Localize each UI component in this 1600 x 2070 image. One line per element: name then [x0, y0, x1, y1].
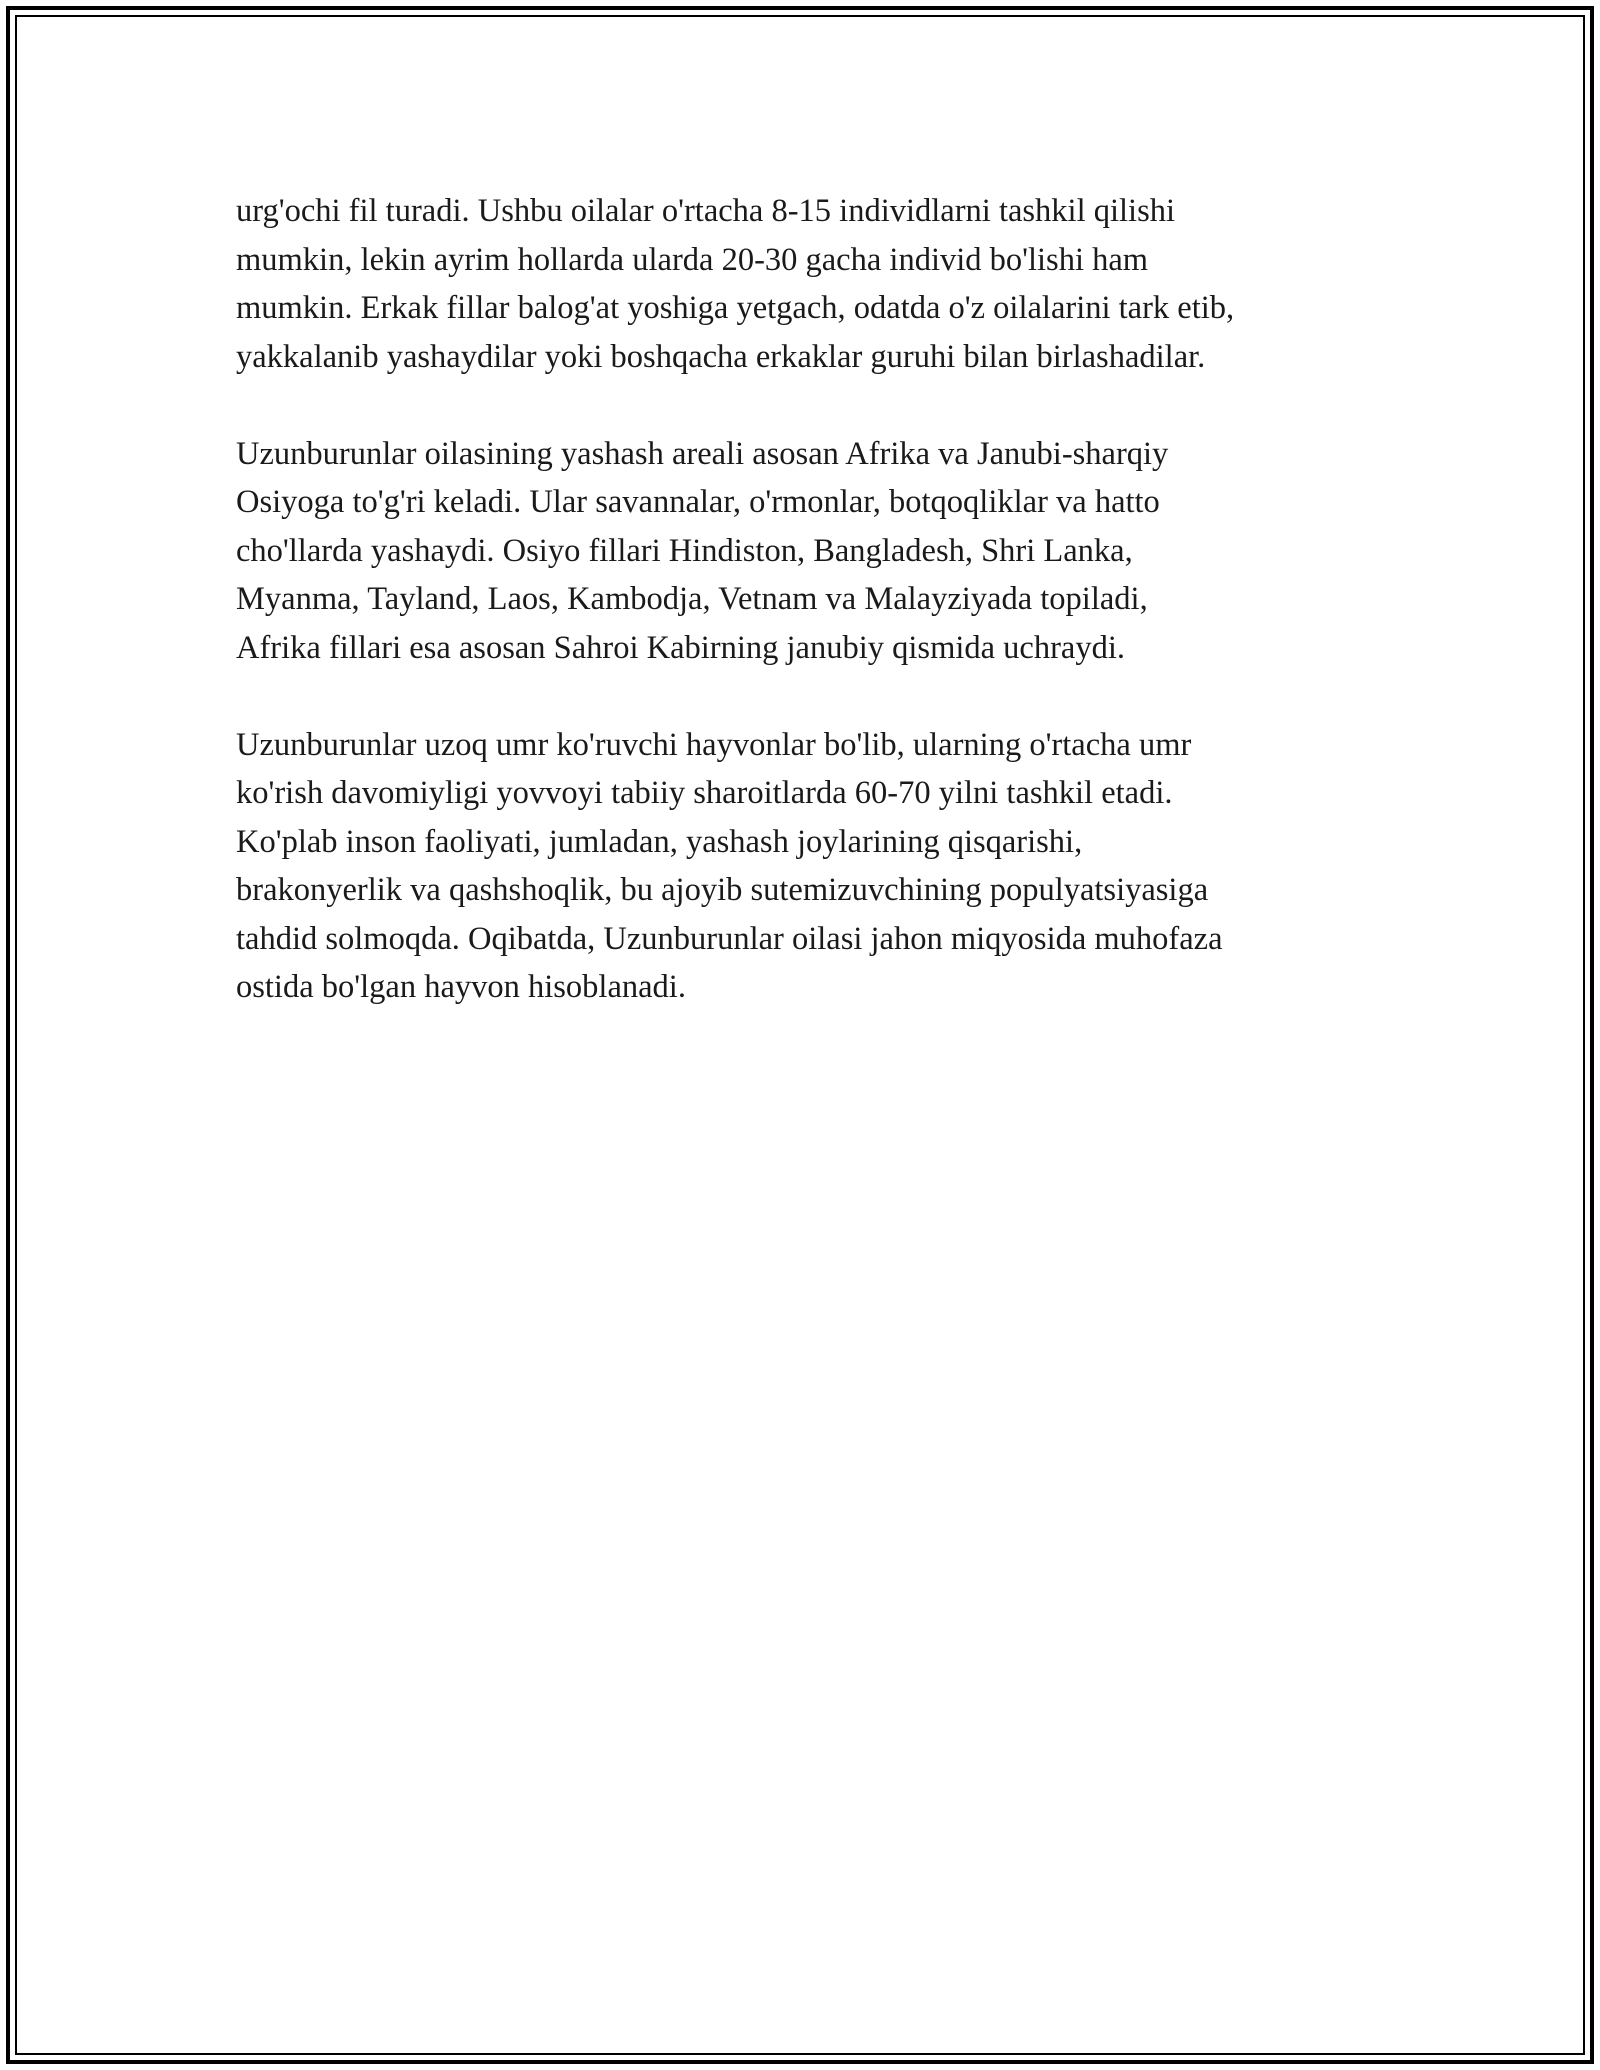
text-line: Uzunburunlar uzoq umr ko'ruvchi hayvonlar bo'lib, ularning o'rtacha umr — [236, 726, 1192, 763]
text-line: cho'llarda yashaydi. Osiyo fillari Hindiston, Bangladesh, Shri Lanka, — [236, 532, 1133, 569]
text-line: ostida bo'lgan hayvon hisoblanadi. — [236, 969, 686, 1005]
text-line: ko'rish davomiyligi yovvoyi tabiiy sharoitlarda 60-70 yilni tashkil etadi. — [236, 775, 1173, 811]
text-line: Ko'plab inson faoliyati, jumladan, yashash joylarining qisqarishi, — [236, 823, 1083, 860]
paragraph-lifespan-conservation — [236, 721, 1386, 1012]
text-line: Afrika fillari esa asosan Sahroi Kabirning janubiy qismida uchraydi. — [236, 629, 1126, 666]
paragraph-family-groups — [236, 187, 1386, 381]
text-line: brakonyerlik va qashshoqlik, bu ajoyib sutemizuvchining populyatsiyasiga — [236, 872, 1209, 908]
paragraph-habitat — [236, 430, 1386, 673]
text-line: tahdid solmoqda. Oqibatda, Uzunburunlar oilasi jahon miqyosida muhofaza — [236, 920, 1223, 957]
text-line: Myanma, Tayland, Laos, Kambodja, Vetnam va Malayziyada topiladi, — [236, 581, 1148, 617]
text-line: Uzunburunlar oilasining yashash areali asosan Afrika va Janubi-sharqiy — [236, 435, 1169, 472]
text-line: mumkin. Erkak fillar balog'at yoshiga yetgach, odatda o'z oilalarini tark etib, — [236, 290, 1235, 326]
text-line: urg'ochi fil turadi. Ushbu oilalar o'rtacha 8-15 individlarni tashkil qilishi — [236, 193, 1175, 229]
text-line: mumkin, lekin ayrim hollarda ularda 20-30 gacha individ bo'lishi ham — [236, 241, 1149, 278]
document-body — [236, 187, 1386, 1060]
text-line: Osiyoga to'g'ri keladi. Ular savannalar, o'rmonlar, botqoqliklar va hatto — [236, 484, 1160, 520]
text-line: yakkalanib yashaydilar yoki boshqacha erkaklar guruhi bilan birlashadilar. — [236, 338, 1206, 375]
